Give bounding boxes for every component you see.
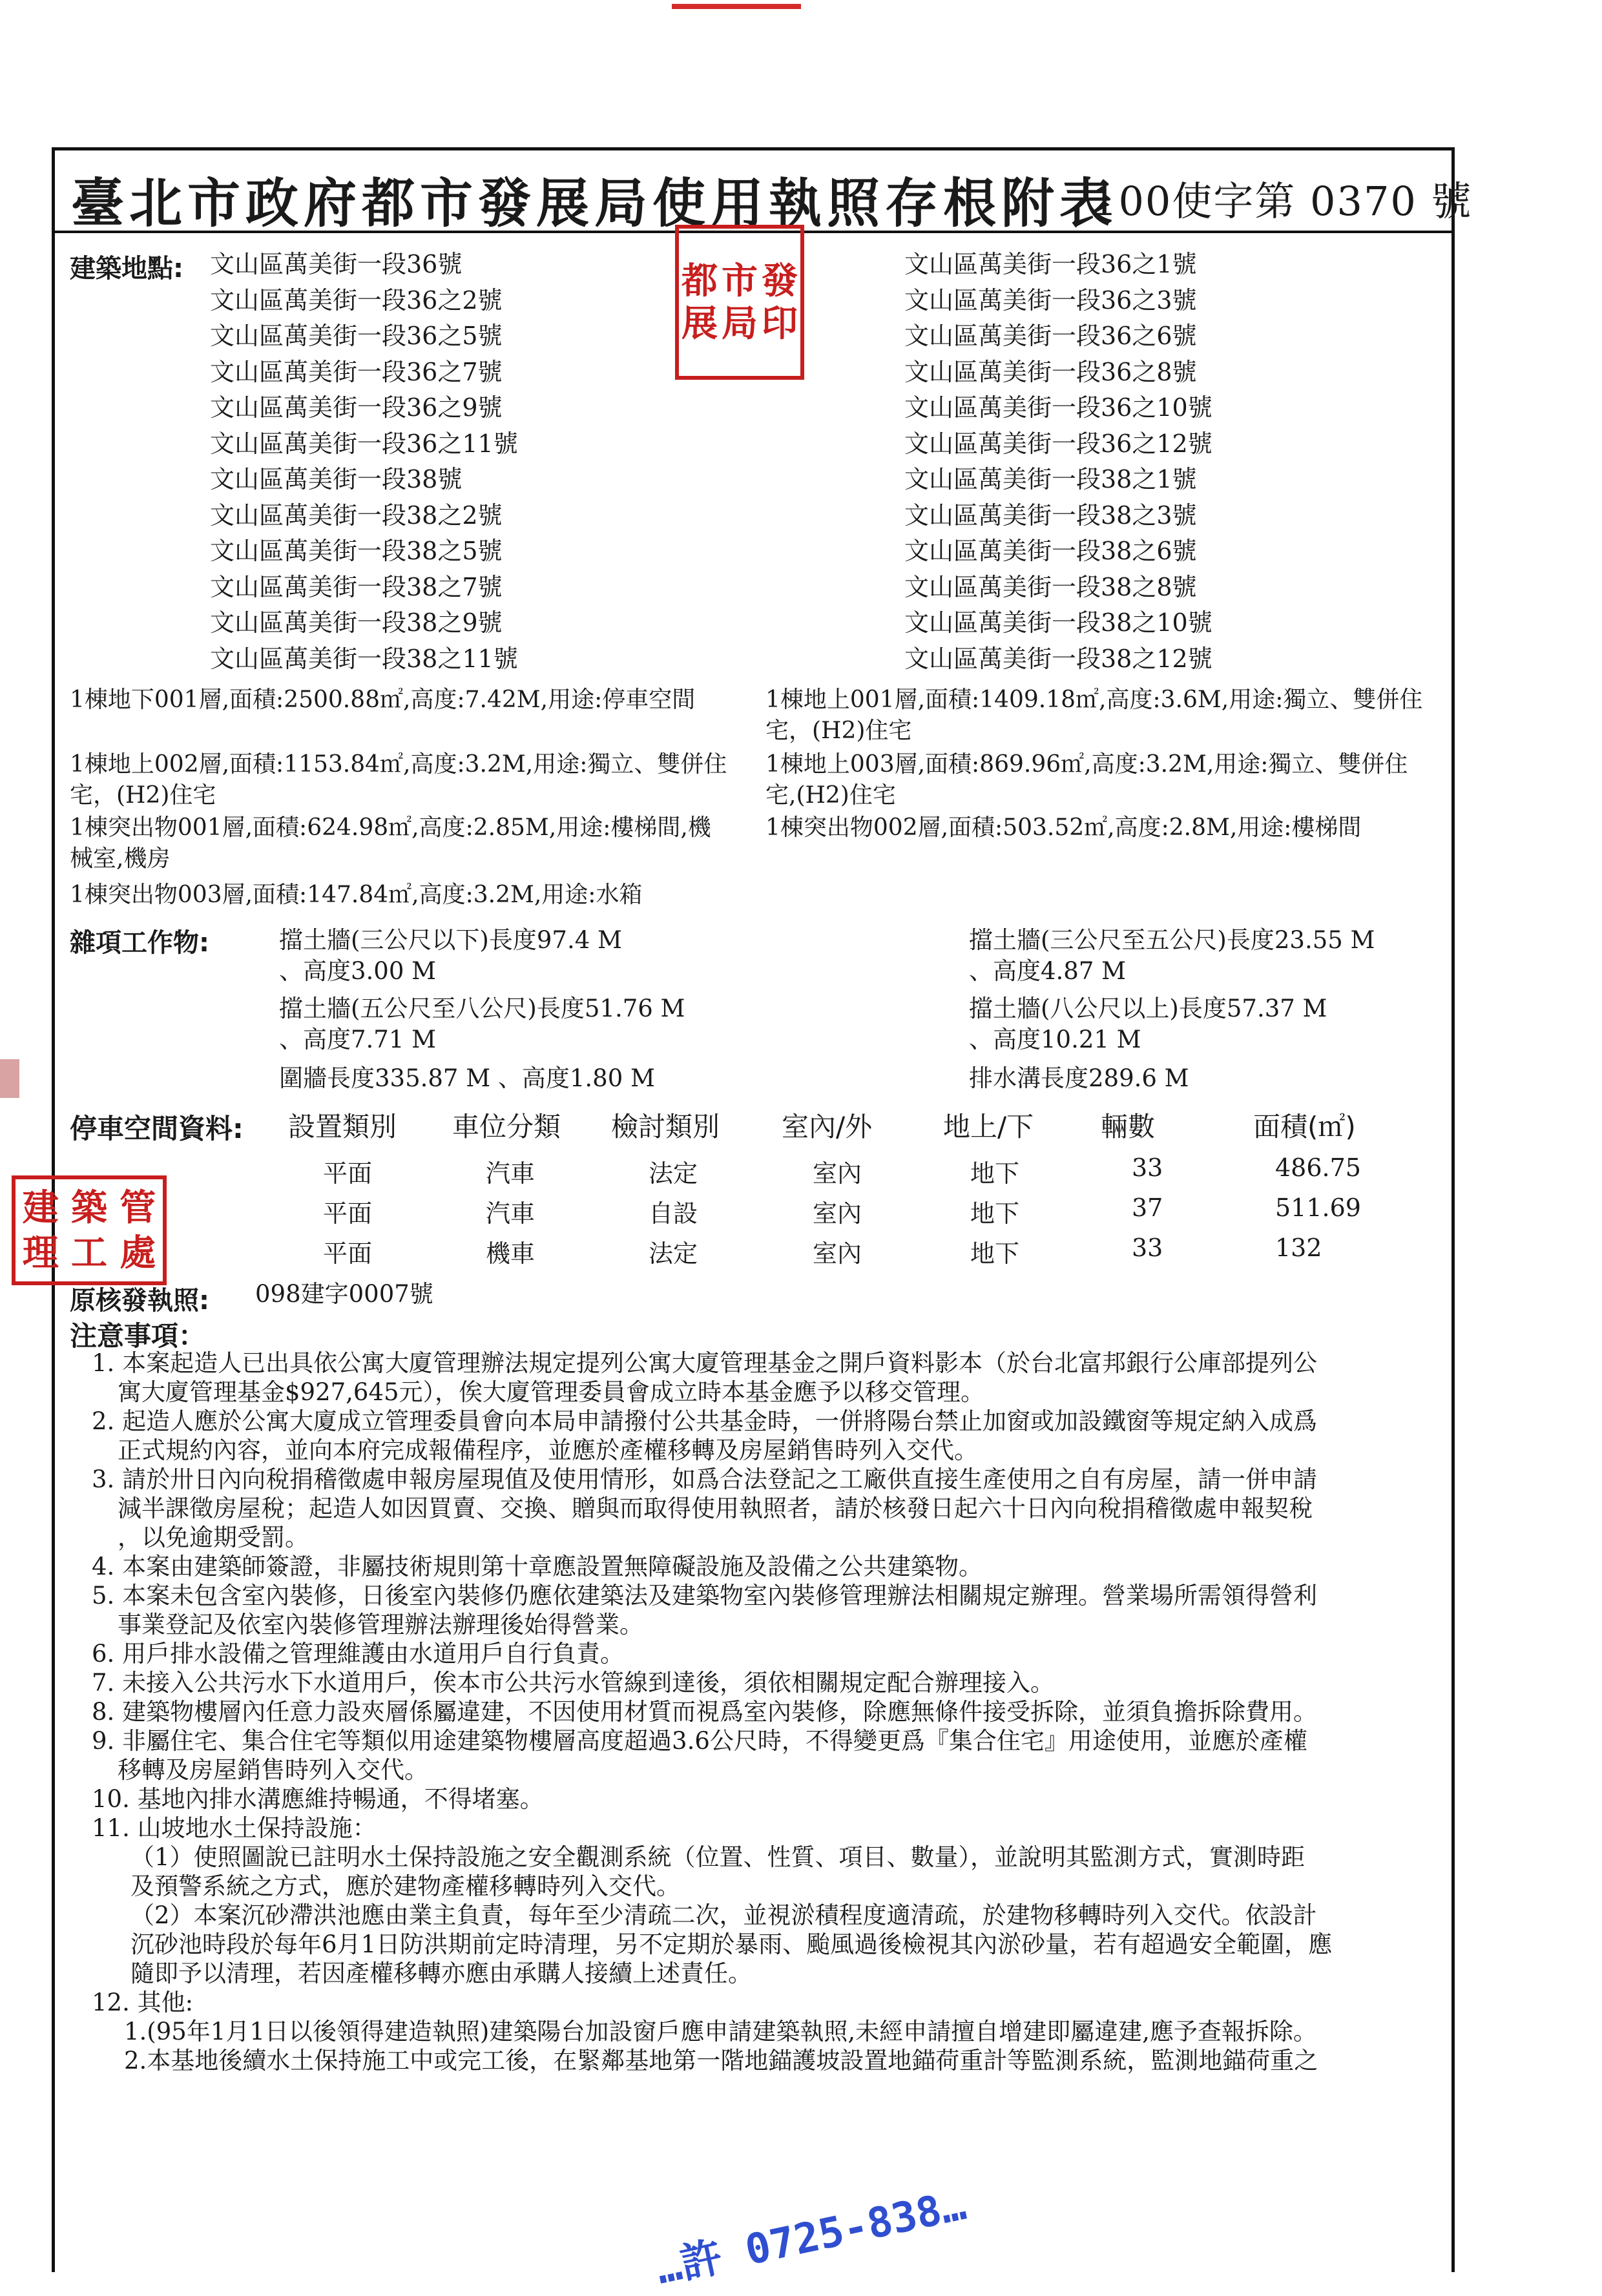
parking-cell: 平面 xyxy=(323,1199,373,1228)
parking-cell: 平面 xyxy=(323,1239,373,1268)
permit-number: 100使字第 0370 號 xyxy=(1092,178,1473,225)
parking-cell: 地下 xyxy=(970,1199,1020,1228)
address-item: 文山區萬美街一段36之9號 xyxy=(210,393,503,422)
seal-char: 局 xyxy=(722,302,758,345)
address-item: 文山區萬美街一段36之6號 xyxy=(904,322,1197,350)
address-item: 文山區萬美街一段38之6號 xyxy=(904,537,1197,565)
misc-drain: 排水溝長度289.6 M xyxy=(969,1064,1189,1092)
note-line: 減半課徵房屋稅；起造人如因買賣、交換、贈與而取得使用執照者，請於核發日起六十日內向稅捐稽徵處申報契稅 xyxy=(118,1494,1313,1522)
note-line: 沉砂池時段於每年6月1日防洪期前定時清理，另不定期於暴雨、颱風過後檢視其內淤砂量，若有超過安全範圍，應 xyxy=(130,1930,1333,1958)
address-item: 文山區萬美街一段38之12號 xyxy=(904,644,1212,673)
floor-2-line-2: 宅，(H2)住宅 xyxy=(70,782,216,809)
address-item: 文山區萬美街一段38之2號 xyxy=(210,501,503,530)
parking-cell: 33 xyxy=(1132,1153,1163,1182)
document-title: 臺北市政府都市發展局使用執照存根附表 xyxy=(71,172,1118,234)
note-line: 1.(95年1月1日以後領得建造執照)建築陽台加設窗戶應申請建築執照,未經申請擅自增建即屬違建,應予查報拆除。 xyxy=(124,2018,1317,2045)
address-item: 文山區萬美街一段38之10號 xyxy=(904,608,1212,637)
parking-cell: 511.69 xyxy=(1275,1194,1361,1222)
floor-2-line-1: 1棟地上002層,面積:1153.84㎡,高度:3.2M,用途:獨立、雙併住 xyxy=(70,751,727,778)
floor-1-line-2: 宅，(H2)住宅 xyxy=(765,718,912,744)
parking-cell: 機車 xyxy=(486,1239,536,1268)
department-seal xyxy=(12,1175,167,1285)
notes-label: 注意事項： xyxy=(70,1320,206,1352)
address-item: 文山區萬美街一段38之9號 xyxy=(210,608,503,637)
parking-cell: 法定 xyxy=(649,1239,698,1268)
note-line: 10. 基地內排水溝應維持暢通，不得堵塞。 xyxy=(92,1785,544,1813)
note-line: 事業登記及依室內裝修管理辦法辦理後始得營業。 xyxy=(118,1611,643,1639)
floor-1-line-1: 1棟地上001層,面積:1409.18㎡,高度:3.6M,用途:獨立、雙併住 xyxy=(765,687,1423,713)
parking-header-6: 面積(㎡) xyxy=(1253,1111,1356,1143)
misc-line: 、高度4.87 M xyxy=(969,957,1127,985)
top-red-mark xyxy=(672,4,801,9)
seal-char: 都 xyxy=(681,260,718,302)
misc-line: 擋土牆(三公尺以下)長度97.4 M xyxy=(279,926,622,954)
seal-char: 發 xyxy=(762,260,798,302)
misc-wall-d xyxy=(969,993,1327,1055)
note-line: 9. 非屬住宅、集合住宅等類似用途建築物樓層高度超過3.6公尺時，不得變更爲『集合住宅』用途使用，並應於產權 xyxy=(92,1727,1307,1755)
seal-char: 理 xyxy=(22,1232,59,1274)
roof-3: 1棟突出物003層,面積:147.84㎡,高度:3.2M,用途:水箱 xyxy=(70,882,643,908)
notes-list xyxy=(92,1349,1451,2075)
parking-cell: 汽車 xyxy=(486,1159,536,1188)
note-line: 8. 建築物樓層內任意力設夾層係屬違建，不因使用材質而視爲室內裝修，除應無條件接受拆除，並須負擔拆除費用。 xyxy=(92,1698,1318,1726)
roof-2: 1棟突出物002層,面積:503.52㎡,高度:2.8M,用途:樓梯間 xyxy=(765,814,1362,841)
address-item: 文山區萬美街一段36號 xyxy=(210,250,463,278)
address-item: 文山區萬美街一段38之11號 xyxy=(210,644,518,673)
address-list-left xyxy=(210,247,518,677)
floor-b1: 1棟地下001層,面積:2500.88㎡,高度:7.42M,用途:停車空間 xyxy=(70,687,696,713)
blue-stamp: …許 0725-838… xyxy=(652,2181,970,2294)
parking-cell: 37 xyxy=(1132,1194,1163,1222)
floor-3 xyxy=(765,749,1450,811)
address-item: 文山區萬美街一段36之7號 xyxy=(210,357,503,386)
note-line: 12. 其他: xyxy=(92,1989,194,2016)
original-permit-label: 原核發執照: xyxy=(70,1286,209,1316)
seal-char: 印 xyxy=(762,302,798,345)
floor-3-line-1: 1棟地上003層,面積:869.96㎡,高度:3.2M,用途:獨立、雙併住 xyxy=(765,751,1408,778)
note-line: 11. 山坡地水土保持設施： xyxy=(92,1814,377,1842)
parking-cell: 自設 xyxy=(649,1199,698,1228)
parking-header-0: 設置類別 xyxy=(288,1111,397,1143)
address-item: 文山區萬美街一段38之7號 xyxy=(210,572,503,601)
parking-cell: 33 xyxy=(1132,1234,1163,1262)
floor-2 xyxy=(70,749,767,811)
misc-line: 擋土牆(五公尺至八公尺)長度51.76 M xyxy=(279,995,685,1022)
address-item: 文山區萬美街一段36之1號 xyxy=(904,250,1197,278)
roof-1 xyxy=(70,812,767,874)
original-permit-value: 098建字0007號 xyxy=(255,1280,433,1308)
address-label: 建築地點: xyxy=(70,254,183,284)
address-item: 文山區萬美街一段36之10號 xyxy=(904,393,1212,422)
seal-char: 處 xyxy=(120,1232,156,1274)
misc-line: 擋土牆(三公尺至五公尺)長度23.55 M xyxy=(969,926,1375,954)
parking-header-3: 室內/外 xyxy=(782,1111,873,1143)
address-item: 文山區萬美街一段38之5號 xyxy=(210,537,503,565)
parking-cell: 室內 xyxy=(813,1159,862,1188)
parking-cell: 室內 xyxy=(813,1239,862,1268)
note-line: 2. 起造人應於公寓大廈成立管理委員會向本局申請撥付公共基金時，一併將陽台禁止加窗或加設鐵窗等規定納入成爲 xyxy=(92,1407,1318,1435)
misc-wall-b xyxy=(969,925,1375,987)
misc-label: 雜項工作物: xyxy=(70,928,209,958)
note-line: 5. 本案未包含室內裝修，日後室內裝修仍應依建築法及建築物室內裝修管理辦法相關規定辦理。營業場所需領得營利 xyxy=(92,1582,1318,1609)
parking-header-4: 地上/下 xyxy=(943,1111,1034,1143)
seal-char: 展 xyxy=(681,302,718,345)
roof-1-line-2: 械室,機房 xyxy=(70,845,171,872)
address-item: 文山區萬美街一段36之2號 xyxy=(210,285,503,315)
note-line: 及預警系統之方式，應於建物產權移轉時列入交代。 xyxy=(130,1872,680,1900)
misc-line: 、高度3.00 M xyxy=(279,957,437,985)
address-item: 文山區萬美街一段36之12號 xyxy=(904,429,1212,458)
parking-cell: 平面 xyxy=(323,1159,373,1188)
note-line: ，以免逾期受罰。 xyxy=(118,1524,309,1551)
seal-char: 建 xyxy=(22,1186,59,1229)
note-line: （1）使照圖說已註明水土保持設施之安全觀測系統（位置、性質、項目、數量），並說明其監測方式，實測時距 xyxy=(130,1843,1306,1871)
floor-3-line-2: 宅,(H2)住宅 xyxy=(765,782,896,809)
misc-wall-c xyxy=(279,993,685,1055)
misc-line: 擋土牆(八公尺以上)長度57.37 M xyxy=(969,995,1327,1022)
parking-header-1: 車位分類 xyxy=(452,1111,561,1143)
address-item: 文山區萬美街一段36之5號 xyxy=(210,322,503,350)
parking-cell: 132 xyxy=(1275,1234,1322,1262)
address-item: 文山區萬美街一段36之11號 xyxy=(210,429,518,458)
edge-mark xyxy=(0,1059,19,1098)
note-line: 6. 用戶排水設備之管理維護由水道用戶自行負責。 xyxy=(92,1640,625,1668)
note-line: 4. 本案由建築師簽證，非屬技術規則第十章應設置無障礙設施及設備之公共建築物。 xyxy=(92,1553,983,1580)
address-item: 文山區萬美街一段38號 xyxy=(210,465,463,493)
parking-header-2: 檢討類別 xyxy=(611,1111,720,1143)
note-line: 隨即予以清理，若因產權移轉亦應由承購人接續上述責任。 xyxy=(130,1960,752,1987)
roof-1-line-1: 1棟突出物001層,面積:624.98㎡,高度:2.85M,用途:樓梯間,機 xyxy=(70,814,711,841)
misc-line: 、高度10.21 M xyxy=(969,1026,1141,1053)
address-list-right xyxy=(904,247,1212,677)
address-item: 文山區萬美街一段38之1號 xyxy=(904,465,1197,493)
note-line: 1. 本案起造人已出具依公寓大廈管理辦法規定提列公寓大廈管理基金之開戶資料影本（於台北富邦銀行公庫部提列公 xyxy=(92,1349,1318,1377)
note-line: 正式規約內容，並向本府完成報備程序，並應於產權移轉及房屋銷售時列入交代。 xyxy=(118,1436,978,1464)
address-item: 文山區萬美街一段38之3號 xyxy=(904,501,1197,530)
seal-char: 工 xyxy=(70,1232,107,1274)
parking-cell: 486.75 xyxy=(1275,1153,1361,1182)
parking-label: 停車空間資料: xyxy=(70,1113,244,1144)
misc-wall-a xyxy=(279,925,622,987)
address-item: 文山區萬美街一段36之8號 xyxy=(904,357,1197,386)
note-line: 2.本基地後續水土保持施工中或完工後，在緊鄰基地第一階地錨護坡設置地錨荷重計等監測系統，監測地錨荷重之 xyxy=(124,2047,1318,2074)
parking-cell: 法定 xyxy=(649,1159,698,1188)
parking-cell: 地下 xyxy=(970,1239,1020,1268)
official-seal xyxy=(675,225,804,380)
parking-cell: 室內 xyxy=(813,1199,862,1228)
seal-char: 築 xyxy=(70,1186,107,1229)
address-item: 文山區萬美街一段36之3號 xyxy=(904,285,1197,315)
floor-1 xyxy=(765,685,1450,747)
misc-fence: 圍牆長度335.87 M 、高度1.80 M xyxy=(279,1064,655,1092)
address-item: 文山區萬美街一段38之8號 xyxy=(904,572,1197,601)
note-line: 3. 請於卅日內向稅捐稽徵處申報房屋現值及使用情形，如爲合法登記之工廠供直接生產使用之自有房屋，請一併申請 xyxy=(92,1465,1318,1493)
misc-line: 、高度7.71 M xyxy=(279,1026,437,1053)
note-line: 寓大廈管理基金$927,645元），俟大廈管理委員會成立時本基金應予以移交管理。 xyxy=(118,1378,985,1406)
note-line: 移轉及房屋銷售時列入交代。 xyxy=(118,1756,428,1784)
seal-char: 市 xyxy=(722,260,758,302)
seal-char: 管 xyxy=(120,1186,156,1229)
parking-header-5: 輛數 xyxy=(1101,1111,1156,1143)
parking-cell: 汽車 xyxy=(486,1199,536,1228)
note-line: 7. 未接入公共污水下水道用戶，俟本市公共污水管線到達後，須依相關規定配合辦理接入。 xyxy=(92,1669,1055,1697)
parking-cell: 地下 xyxy=(970,1159,1020,1188)
note-line: （2）本案沉砂滯洪池應由業主負責，每年至少清疏二次，並視淤積程度適清疏，於建物移轉時列入交代。依設計 xyxy=(130,1901,1317,1929)
